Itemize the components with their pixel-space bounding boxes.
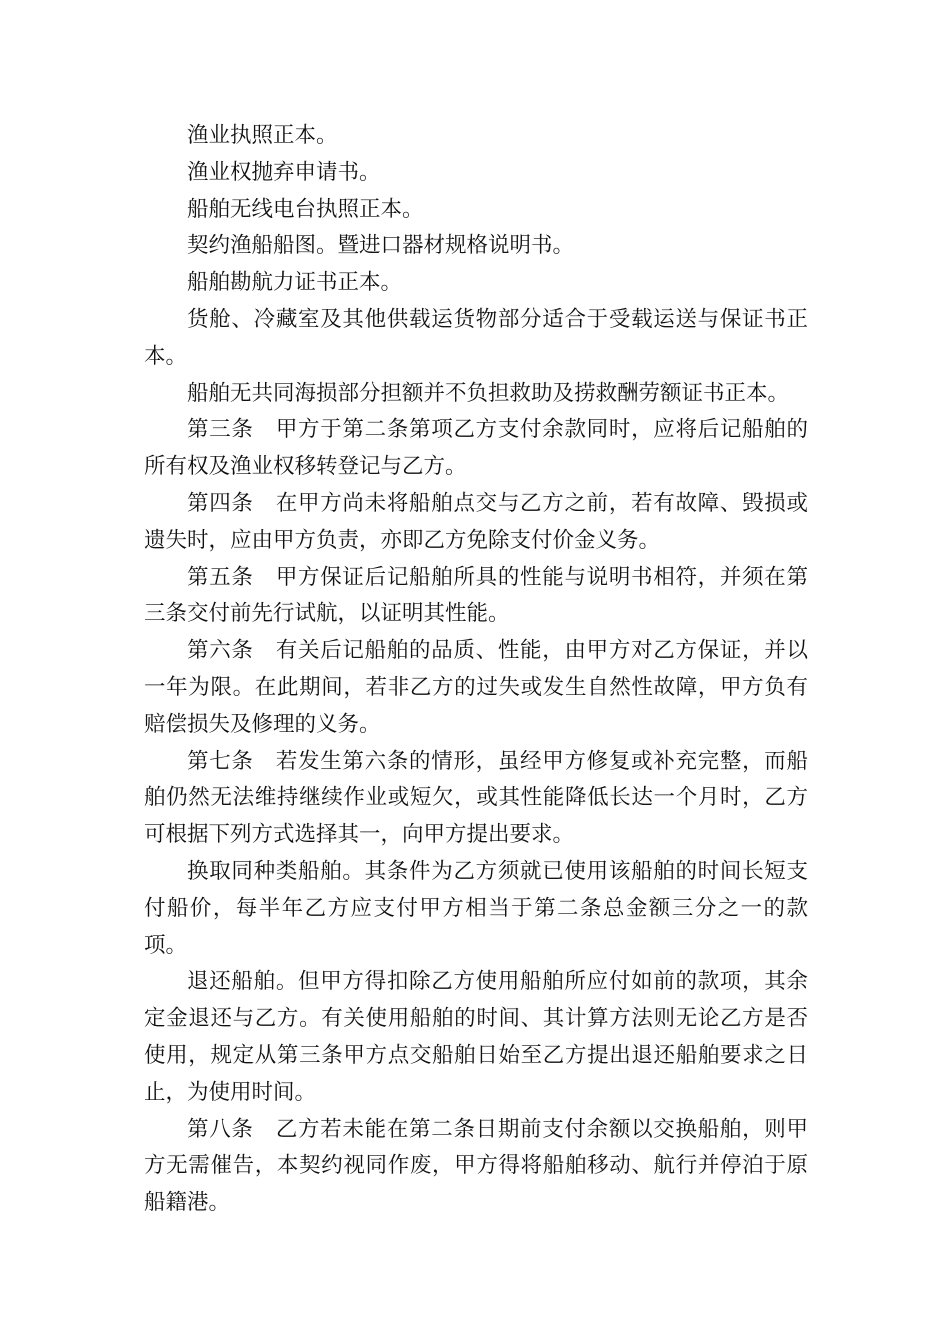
paragraph-cargo-hold-certificate: 货舱、冷藏室及其他供载运货物部分适合于受载运送与保证书正本。 — [144, 306, 808, 369]
paragraph-article-7: 第七条 若发生第六条的情形，虽经甲方修复或补充完整，而船舶仍然无法维持继续作业或短欠，或其性能降低长达一个月时，乙方可根据下列方式选择其一，向甲方提出要求。 — [144, 748, 808, 848]
paragraph-exchange-ship: 换取同种类船舶。其条件为乙方须就已使用该船舶的时间长短支付船价，每半年乙方应支付甲方相当于第二条总金额三分之一的款项。 — [144, 858, 808, 958]
paragraph-article-6: 第六条 有关后记船舶的品质、性能，由甲方对乙方保证，并以一年为限。在此期间，若非乙方的过失或发生自然性故障，甲方负有赔偿损失及修理的义务。 — [144, 638, 808, 737]
paragraph-fishing-rights-waiver: 渔业权抛弃申请书。 — [187, 159, 381, 185]
paragraph-seaworthiness-certificate: 船舶勘航力证书正本。 — [187, 270, 403, 296]
paragraph-article-4: 第四条 在甲方尚未将船舶点交与乙方之前，若有故障、毁损或遗失时，应由甲方负责，亦即乙方免除支付价金义务。 — [144, 490, 808, 553]
document-body — [144, 118, 808, 1222]
paragraph-article-5: 第五条 甲方保证后记船舶所具的性能与说明书相符，并须在第三条交付前先行试航，以证明其性能。 — [144, 564, 808, 627]
paragraph-article-8: 第八条 乙方若未能在第二条日期前支付余额以交换船舶，则甲方无需催告，本契约视同作废，甲方得将船舶移动、航行并停泊于原船籍港。 — [144, 1116, 808, 1216]
paragraph-radio-license: 船舶无线电台执照正本。 — [187, 196, 424, 222]
paragraph-fishing-license: 渔业执照正本。 — [187, 123, 338, 148]
paragraph-ship-drawings: 契约渔船船图。暨进口器材规格说明书。 — [187, 233, 575, 259]
paragraph-general-average-certificate: 船舶无共同海损部分担额并不负担救助及捞救酬劳额证书正本。 — [187, 380, 790, 406]
paragraph-return-ship: 退还船舶。但甲方得扣除乙方使用船舶所应付如前的款项，其余定金退还与乙方。有关使用船舶的时间、其计算方法则无论乙方是否使用，规定从第三条甲方点交船舶日始至乙方提出退还船舶要求之日止，为使用时间。 — [144, 969, 808, 1105]
paragraph-article-3: 第三条 甲方于第二条第项乙方支付余款同时，应将后记船舶的所有权及渔业权移转登记与乙方。 — [144, 417, 808, 480]
